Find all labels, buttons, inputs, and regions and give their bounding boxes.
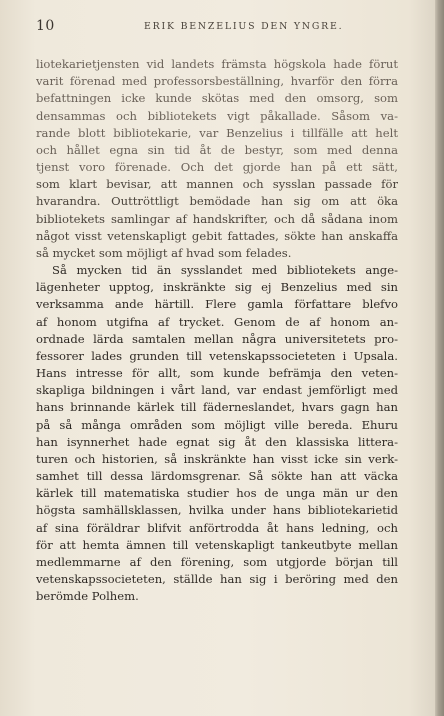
text-line: berömde Polhem. — [36, 589, 139, 604]
text-line: rande blott bibliotekarie, var Benzelius i tillfälle att helt — [36, 125, 398, 140]
text-line: för att hemta ämnen till vetenskapligt tankeutbyte mellan — [36, 537, 398, 552]
text-line: befattningen icke kunde skötas med den omsorg, som — [36, 91, 398, 106]
text-line: Så mycken tid än sysslandet med bibliotekets ange- — [52, 263, 398, 278]
text-line: fessorer lades grunden till vetenskapssocieteten i Upsala. — [36, 348, 398, 363]
text-line: densammas och bibliotekets vigt påkallade. Såsom va- — [36, 108, 398, 123]
text-line: han isynnerhet hade egnat sig åt den klassiska littera- — [36, 434, 398, 449]
text-line: vetenskapssocieteten, ställde han sig i beröring med den — [36, 572, 398, 587]
text-line: och hållet egna sin tid åt de bestyr, som med denna — [36, 142, 398, 157]
text-line: högsta samhällsklassen, hvilka under hans bibliotekarietid — [36, 503, 398, 518]
text-line: af sina föräldrar blifvit anförtrodda åt hans ledning, och — [36, 520, 398, 535]
text-line: lägenheter upptog, inskränkte sig ej Benzelius med sin — [36, 280, 398, 295]
text-line: Hans intresse för allt, som kunde befrämja den veten- — [36, 366, 398, 381]
text-line: medlemmarne af den förening, som utgjorde början till — [36, 554, 398, 569]
text-line: som klart bevisar, att mannen och sysslan passade för — [36, 177, 398, 192]
text-line: varit förenad med professorsbeställning, hvarför den förra — [36, 74, 398, 89]
text-line: på så många områden som möjligt ville bereda. Ehuru — [36, 417, 398, 432]
text-line: bibliotekets samlingar af handskrifter, och då sådana inom — [36, 211, 398, 226]
running-head: ERIK BENZELIUS DEN YNGRE. — [144, 21, 344, 32]
text-line: kärlek till matematiska studier hos de unga män ur den — [36, 486, 398, 501]
text-line: ordnade lärda samtalen mellan några universitetets pro- — [36, 331, 398, 346]
text-line: verksamma ande härtill. Flere gamla författare blefvo — [36, 297, 398, 312]
text-line: turen och historien, så inskränkte han visst icke sin verk- — [36, 451, 398, 466]
text-line: af honom utgifna af trycket. Genom de af honom an- — [36, 314, 398, 329]
body-text — [36, 56, 398, 606]
text-line: skapliga bildningen i vårt land, var endast jemförligt med — [36, 383, 398, 398]
text-line: hans brinnande kärlek till fäderneslandet, hvars gagn han — [36, 400, 398, 415]
text-line: hvarandra. Outtröttligt bemödade han sig om att öka — [36, 194, 398, 209]
page-header — [36, 18, 416, 38]
page-number: 10 — [36, 18, 55, 34]
text-line: liotekarietjensten vid landets främsta högskola hade förut — [36, 57, 398, 71]
text-line: tjenst voro förenade. Och det gjorde han på ett sätt, — [36, 160, 398, 175]
page-edge-shadow — [435, 0, 444, 716]
text-line: så mycket som möjligt af hvad som felades. — [36, 245, 292, 260]
text-line: samhet till dessa lärdomsgrenar. Så sökte han att väcka — [36, 469, 398, 484]
text-line: något visst vetenskapligt gebit fattades, sökte han anskaffa — [36, 228, 398, 243]
